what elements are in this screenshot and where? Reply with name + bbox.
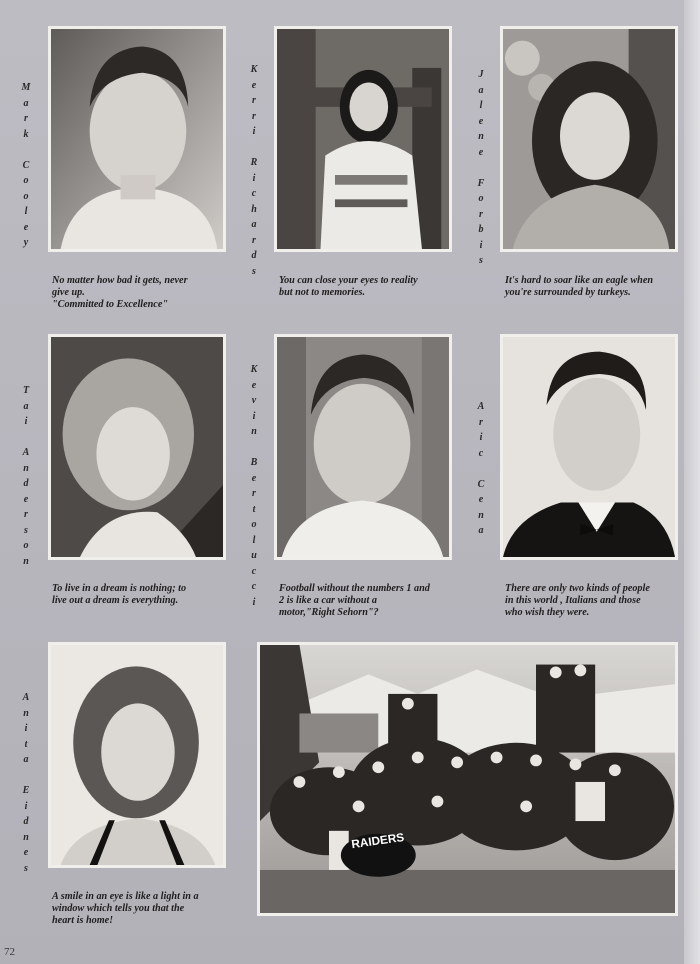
name-letter: r <box>24 509 28 520</box>
page-number: 72 <box>4 946 15 958</box>
name-space <box>480 160 483 176</box>
name-letter: a <box>251 219 257 230</box>
name-letter: e <box>23 493 29 505</box>
name-letter: c <box>251 188 257 199</box>
name-letter: e <box>251 472 257 484</box>
name-letter: s <box>24 862 28 874</box>
name-space <box>25 430 28 446</box>
raiders-sign-label: RAIDERS <box>350 830 406 852</box>
name-letter: i <box>252 126 256 137</box>
name-letter: d <box>23 478 29 489</box>
name-letter: J <box>478 69 484 80</box>
name-space <box>253 440 256 456</box>
name-letter: r <box>479 416 483 428</box>
portrait-photo <box>48 334 226 560</box>
name-letter: r <box>252 234 256 246</box>
name-letter: i <box>479 239 483 251</box>
name-letter: e <box>478 115 484 127</box>
name-space <box>253 140 256 156</box>
name-space <box>480 461 483 477</box>
name-letter: i <box>24 416 28 427</box>
student-quote: No matter how bad it gets, never give up. "Committed to Excellence" <box>52 275 188 310</box>
name-letter: b <box>478 224 484 235</box>
name-letter: e <box>251 379 257 391</box>
student-name-vertical <box>247 62 261 279</box>
student-name-vertical <box>474 67 488 269</box>
name-letter: e <box>23 221 29 233</box>
name-letter: v <box>251 395 257 406</box>
name-letter: c <box>251 565 257 577</box>
portrait-photo <box>500 334 678 560</box>
student-name-vertical <box>474 399 488 539</box>
student-quote: It's hard to soar like an eagle when you're surrounded by turkeys. <box>505 275 654 298</box>
name-letter: a <box>478 525 484 536</box>
name-letter: r <box>24 113 28 124</box>
name-letter: e <box>478 146 484 158</box>
name-letter: E <box>22 785 30 796</box>
name-letter: d <box>251 250 257 261</box>
group-photo <box>257 642 678 916</box>
name-letter: n <box>478 509 484 521</box>
name-letter: n <box>478 131 484 142</box>
name-letter: A <box>22 447 30 458</box>
name-letter: C <box>22 159 30 171</box>
name-space <box>25 768 28 784</box>
name-letter: n <box>23 707 29 719</box>
name-letter: o <box>251 519 257 530</box>
name-letter: s <box>252 265 256 277</box>
student-quote: A smile in an eye is like a light in a window which tells you that the heart is home! <box>52 891 199 926</box>
name-letter: y <box>23 237 29 248</box>
name-letter: e <box>23 847 29 858</box>
name-letter: K <box>250 64 258 75</box>
name-letter: t <box>24 738 28 750</box>
name-letter: C <box>477 478 485 490</box>
name-letter: n <box>23 462 29 474</box>
student-name-vertical <box>19 80 33 251</box>
name-letter: T <box>22 385 30 396</box>
name-letter: r <box>252 95 256 106</box>
name-letter: e <box>478 494 484 505</box>
name-letter: c <box>251 581 257 592</box>
name-letter: h <box>251 203 257 215</box>
name-letter: A <box>22 692 30 703</box>
name-letter: k <box>23 128 29 140</box>
portrait-photo <box>274 334 452 560</box>
student-quote: There are only two kinds of people in this world , Italians and those who wish they were. <box>505 583 650 618</box>
portrait-photo <box>48 642 226 868</box>
name-letter: K <box>250 364 258 375</box>
name-letter: a <box>478 84 484 96</box>
name-letter: r <box>479 208 483 220</box>
name-letter: i <box>24 800 28 812</box>
name-letter: i <box>479 432 483 443</box>
name-letter: a <box>23 400 29 412</box>
page-edge <box>684 0 700 964</box>
name-space <box>25 142 28 158</box>
name-letter: s <box>24 524 28 536</box>
name-letter: M <box>21 82 31 93</box>
name-letter: o <box>23 540 29 551</box>
name-letter: c <box>478 447 484 459</box>
name-letter: i <box>252 172 256 184</box>
name-letter: n <box>23 831 29 843</box>
student-quote: To live in a dream is nothing; to live out a dream is everything. <box>52 583 187 606</box>
student-name-vertical <box>19 690 33 876</box>
name-letter: n <box>23 555 29 567</box>
name-letter: d <box>23 816 29 827</box>
name-letter: l <box>479 100 483 111</box>
student-quote: You can close your eyes to reality but not to memories. <box>279 275 418 298</box>
portrait-photo <box>274 26 452 252</box>
student-name-vertical <box>247 362 261 610</box>
name-letter: r <box>252 110 256 122</box>
student-quote: Football without the numbers 1 and 2 is like a car without a motor,"Right Sehorn"? <box>279 583 430 618</box>
name-letter: a <box>23 754 29 765</box>
name-letter: e <box>251 79 257 91</box>
name-letter: F <box>477 177 485 189</box>
name-letter: a <box>23 97 29 109</box>
student-name-vertical <box>19 383 33 569</box>
name-letter: B <box>250 457 258 468</box>
name-letter: i <box>24 723 28 734</box>
name-letter: t <box>252 503 256 515</box>
portrait-photo <box>500 26 678 252</box>
name-letter: A <box>477 401 485 412</box>
name-letter: s <box>479 255 483 266</box>
name-letter: n <box>251 426 257 437</box>
name-letter: o <box>23 190 29 202</box>
name-letter: o <box>23 175 29 186</box>
name-letter: o <box>478 193 484 204</box>
name-letter: i <box>252 410 256 422</box>
name-letter: l <box>24 206 28 217</box>
name-letter: l <box>252 534 256 546</box>
name-letter: u <box>251 550 257 561</box>
name-letter: i <box>252 596 256 608</box>
name-letter: r <box>252 488 256 499</box>
name-letter: R <box>250 157 258 168</box>
portrait-photo <box>48 26 226 252</box>
